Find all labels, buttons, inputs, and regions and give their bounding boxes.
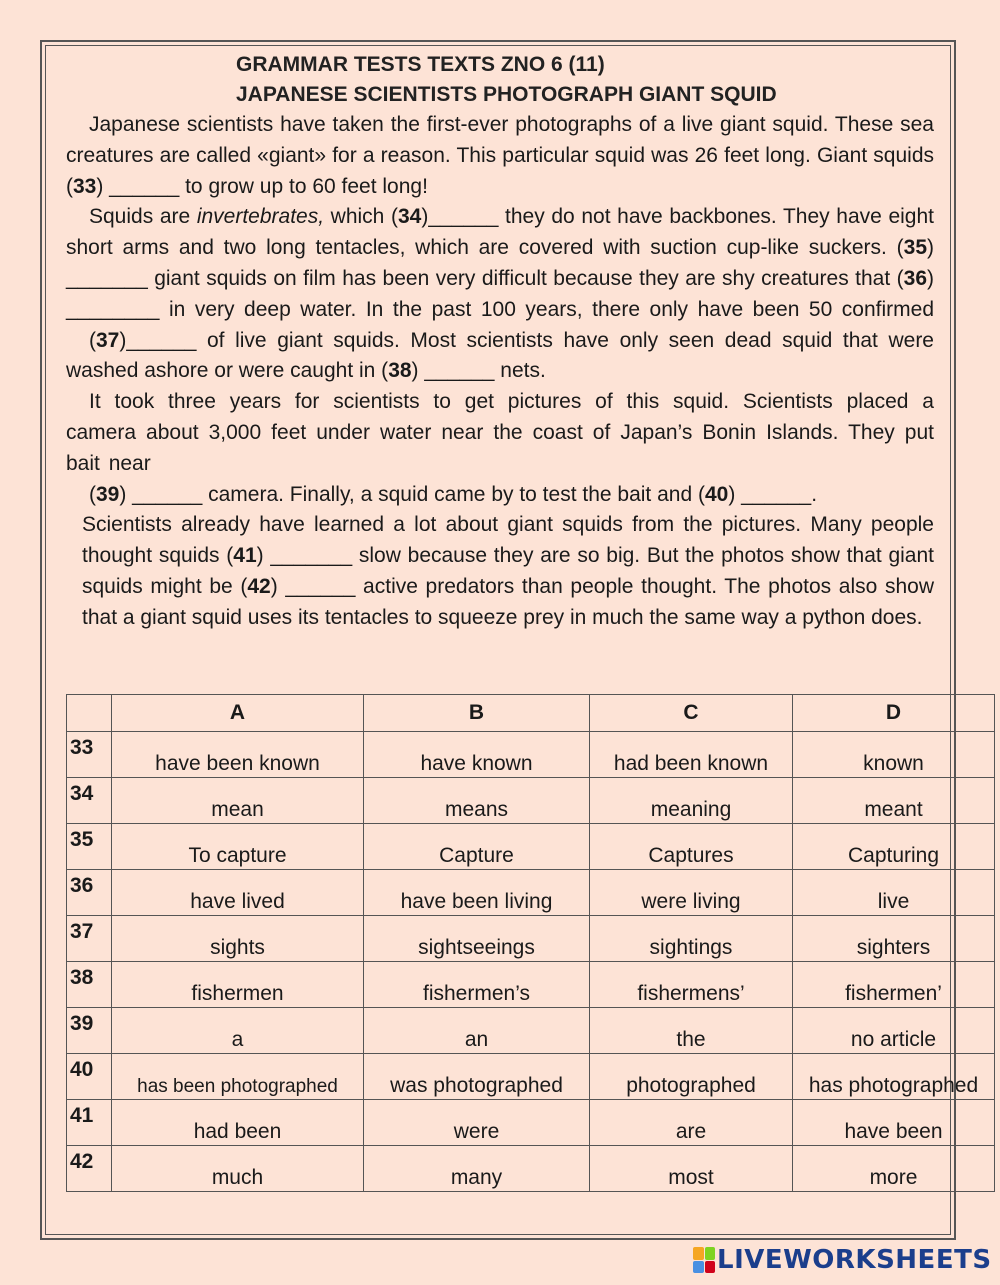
paragraph-3 [66,326,934,388]
header-a: A [112,695,364,732]
table-row [67,1008,995,1054]
header-d: D [793,695,995,732]
option-b: means [364,778,590,824]
italic-term: invertebrates, [196,205,325,229]
logo-square [693,1261,704,1274]
text-segment: )______ they do not have backbones. They have eight short arms and two long tentacles, which are covered with suction cup-like suckers. ( [66,205,934,260]
question-number: 33 [67,732,112,778]
gap-number: 38 [388,359,412,383]
question-number: 42 [67,1146,112,1192]
text-segment: Japanese scientists have taken the first-ever photographs of a live giant squid. These sea creatures are called «giant» for a reason. This particular squid was 26 feet long. Giant squids ( [66,113,934,198]
table-row [67,870,995,916]
table-row [67,1146,995,1192]
header-blank-cell [67,695,112,732]
header-c: C [590,695,793,732]
logo-square [693,1247,704,1260]
option-b: was photographed [364,1054,590,1100]
question-number: 37 [67,916,112,962]
answer-options-table [66,694,995,1192]
gap-number: 36 [903,266,927,290]
table-row [67,1054,995,1100]
text-segment: ) ______ nets. [411,359,546,383]
option-b: fishermen’s [364,962,590,1008]
option-c: sightings [590,916,793,962]
option-c: were living [590,870,793,916]
option-b: an [364,1008,590,1054]
paragraph-5 [66,480,934,511]
question-number: 41 [67,1100,112,1146]
option-b: have been living [364,870,590,916]
worksheet-header [236,50,777,110]
gap-number: 39 [96,482,120,506]
question-number: 36 [67,870,112,916]
option-c: had been known [590,732,793,778]
gap-number: 37 [96,328,120,352]
option-c: Captures [590,824,793,870]
text-segment: ) ________ in very deep water. In the past 100 years, there only have been 50 confirmed [66,266,934,321]
gap-number: 34 [397,205,422,229]
worksheet-title: GRAMMAR TESTS TEXTS ZNO 6 (11) [236,53,605,76]
text-segment: Squids are [89,205,197,229]
paragraph-4 [66,387,934,479]
text-segment: ) ______ to grow up to 60 feet long! [96,174,428,198]
gap-number: 35 [903,236,927,260]
option-a: fishermen [112,962,364,1008]
option-b: sightseeings [364,916,590,962]
option-a: sights [112,916,364,962]
text-segment: )______ of live giant squids. Most scientists have only seen dead squid that were washed ashore or were caught in ( [66,328,934,383]
paragraph-6 [66,510,934,633]
option-c: most [590,1146,793,1192]
option-a: had been [112,1100,364,1146]
text-segment: Scientists already have learned a lot about giant squids from the pictures. Many people thought squids ( [82,513,934,568]
text-segment: ( [89,482,96,506]
gap-number: 40 [704,482,729,506]
option-b: were [364,1100,590,1146]
question-number: 40 [67,1054,112,1100]
text-segment: ) ______. [728,482,818,506]
logo-square [705,1247,716,1260]
option-a: mean [112,778,364,824]
question-number: 38 [67,962,112,1008]
option-d: has photographed [793,1054,995,1100]
question-number: 35 [67,824,112,870]
option-d: live [793,870,995,916]
gap-number: 41 [233,544,257,568]
option-a: much [112,1146,364,1192]
text-segment: It took three years for scientists to get pictures of this squid. Scientists placed a camera about 3,000 feet under water near the coast of Japan’s Bonin Islands. They put bait near [66,390,934,475]
logo-square [705,1261,716,1274]
table-row [67,1100,995,1146]
liveworksheets-logo-icon [693,1247,715,1273]
text-segment: ) _______ slow because they are so big. But the photos show that giant squids might be ( [82,544,934,598]
option-c: are [590,1100,793,1146]
table-header-row [67,695,995,732]
option-a: have been known [112,732,364,778]
table-row [67,916,995,962]
table-row [67,778,995,824]
text-segment: ) _______ giant squids on film has been very difficult because they are shy creatures that ( [66,236,934,290]
text-segment: ) ______ active predators than people thought. The photos also show that a giant squid uses its tentacles to squeeze prey in much the same way a python does. [82,574,934,629]
option-d: have been [793,1100,995,1146]
option-c: photographed [590,1054,793,1100]
option-d: Capturing [793,824,995,870]
option-d: more [793,1146,995,1192]
option-b: have known [364,732,590,778]
text-segment: which ( [324,205,398,229]
table-row [67,962,995,1008]
text-segment: ) ______ camera. Finally, a squid came by to test the bait and ( [119,482,705,506]
option-b: Capture [364,824,590,870]
option-b: many [364,1146,590,1192]
paragraph-1 [66,110,934,202]
gap-number: 42 [247,574,271,598]
header-b: B [364,695,590,732]
option-d: sighters [793,916,995,962]
table-row [67,824,995,870]
option-c: fishermens’ [590,962,793,1008]
option-a: have lived [112,870,364,916]
option-d: meant [793,778,995,824]
option-c: meaning [590,778,793,824]
paragraph-2 [66,202,934,325]
logo-text: LIVEWORKSHEETS [717,1245,992,1275]
option-d: no article [793,1008,995,1054]
option-c: the [590,1008,793,1054]
option-d: known [793,732,995,778]
option-a: has been photographed [112,1054,364,1100]
text-segment: ( [89,328,96,352]
gap-number: 33 [73,174,97,198]
option-a: To capture [112,824,364,870]
reading-passage [66,110,934,634]
passage-title: JAPANESE SCIENTISTS PHOTOGRAPH GIANT SQUID [236,83,777,106]
question-number: 34 [67,778,112,824]
option-d: fishermen’ [793,962,995,1008]
option-a: a [112,1008,364,1054]
liveworksheets-logo [693,1243,992,1277]
table-row [67,732,995,778]
question-number: 39 [67,1008,112,1054]
